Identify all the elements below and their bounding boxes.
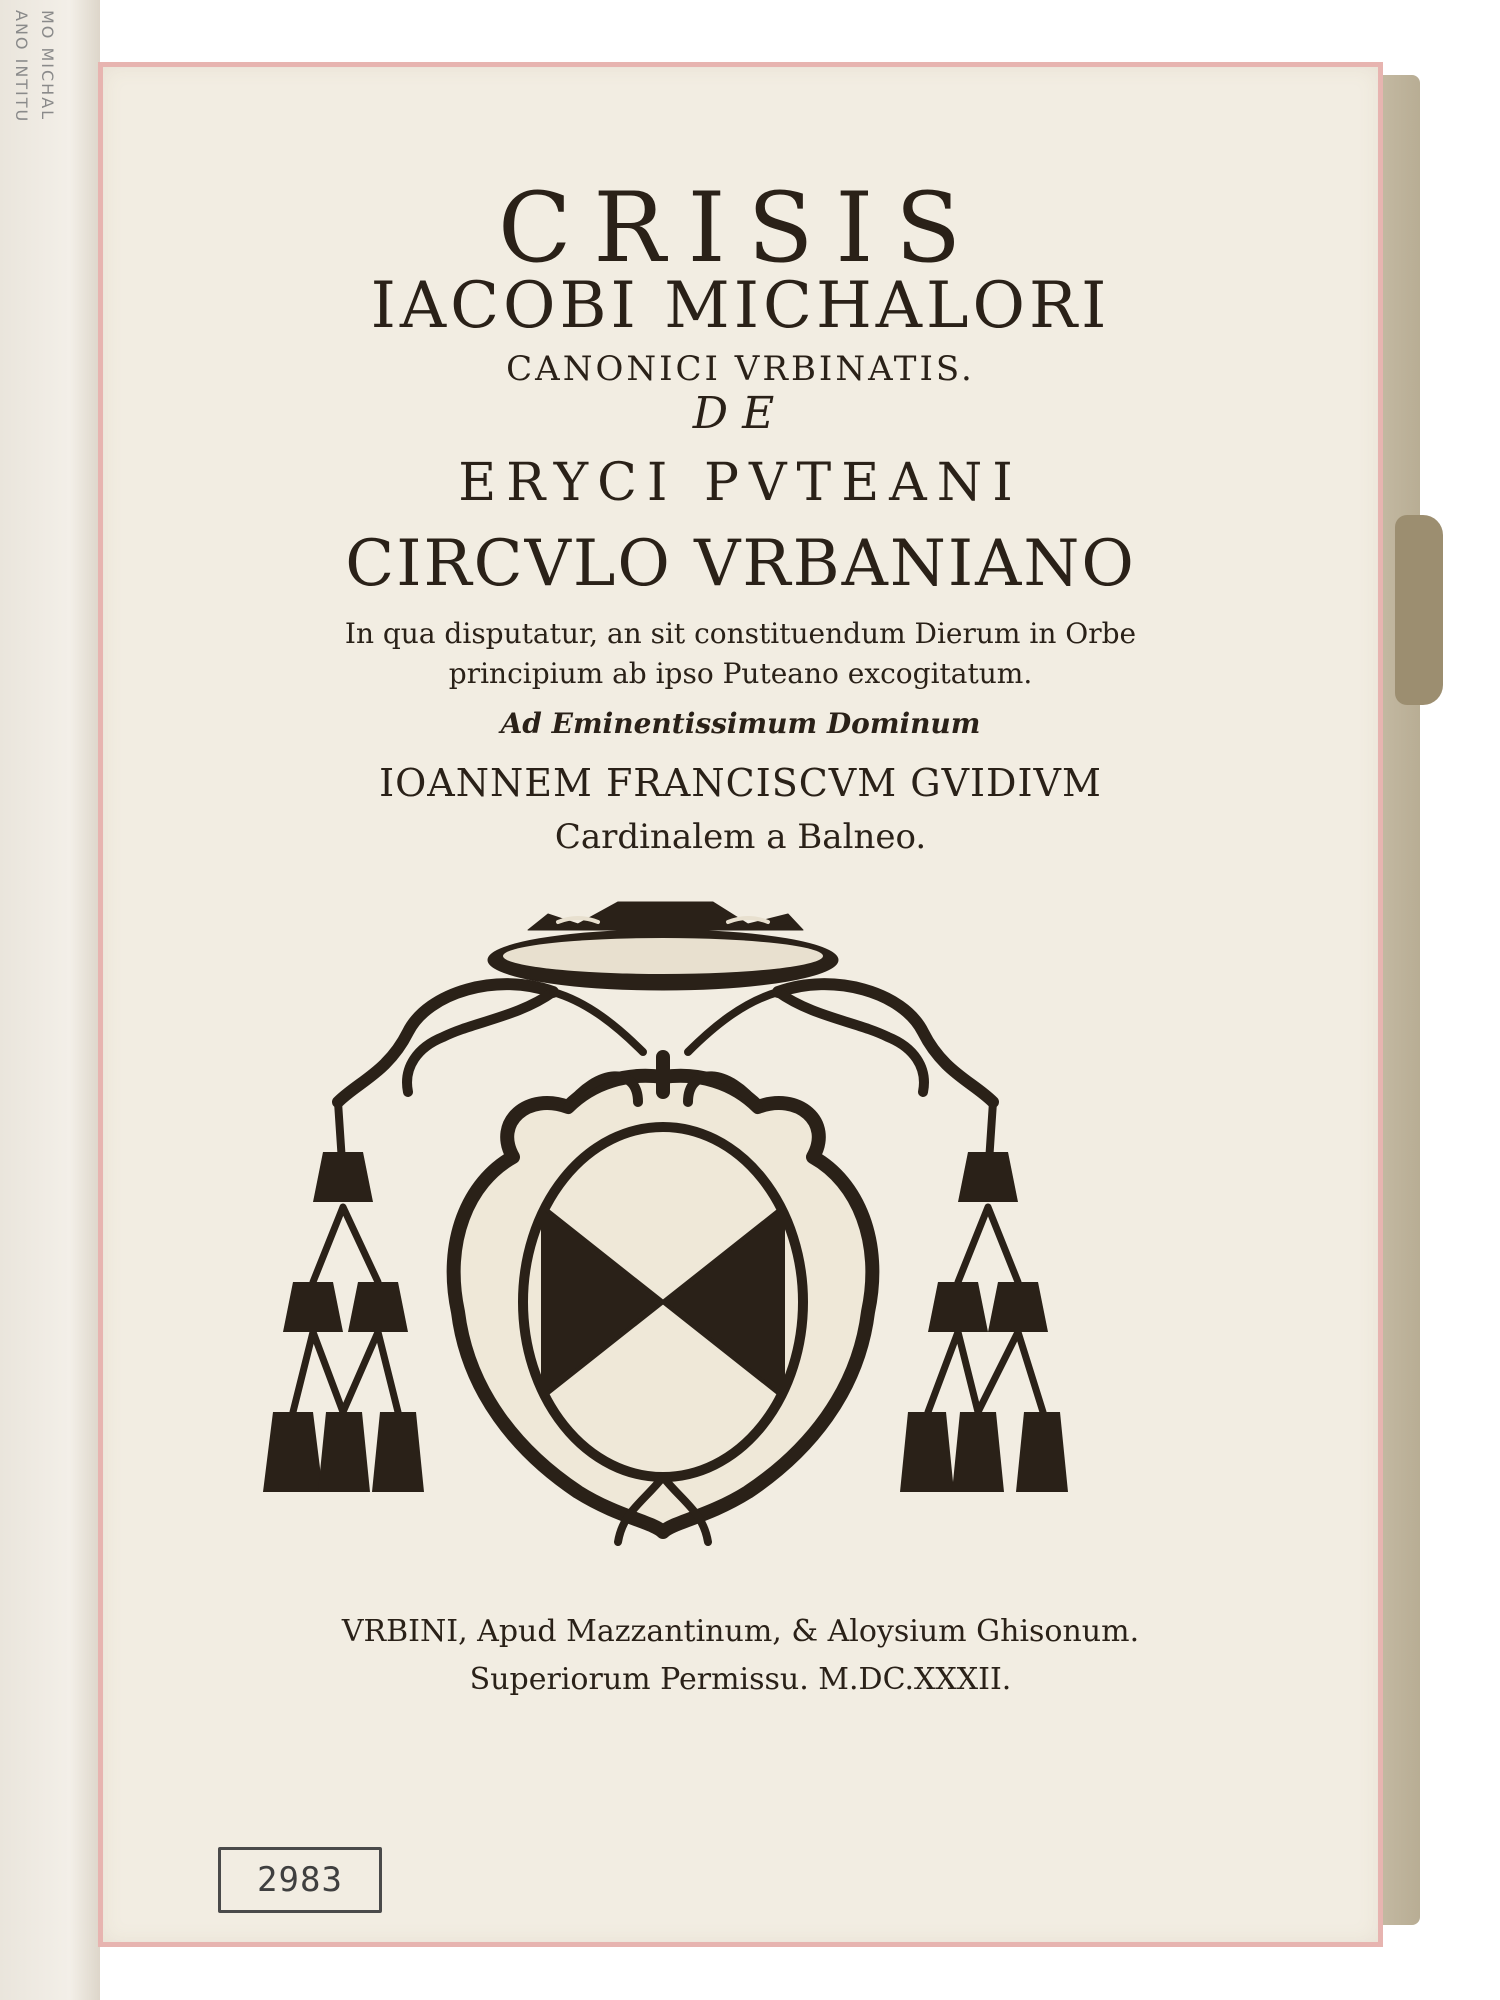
dedication-intro: Ad Eminentissimum Dominum: [500, 707, 981, 740]
heraldic-shield-icon: [454, 1057, 873, 1542]
title: CRISIS: [497, 172, 984, 284]
previous-leaf: [0, 0, 100, 2000]
preposition: DE: [692, 388, 789, 439]
author-title: CANONICI VRBINATIS.: [506, 349, 975, 389]
galero-hat-icon: [488, 902, 838, 990]
description-line-2: principium ab ipso Puteano excogitatum.: [448, 657, 1033, 690]
imprint-line-2: Superiorum Permissu. M.DC.XXXII.: [469, 1662, 1012, 1697]
binding-strap: [1395, 515, 1443, 705]
coat-of-arms-woodcut: [98, 852, 1383, 1602]
dedicatee-name: IOANNEM FRANCISCVM GVIDIVM: [379, 761, 1102, 805]
subject-author: ERYCI PVTEANI: [458, 453, 1023, 513]
subject-work: CIRCVLO VRBANIANO: [345, 527, 1136, 601]
handwritten-annotation: MO MICHAL ANO INTITU: [12, 10, 57, 124]
description-line-1: In qua disputatur, an sit constituendum Dierum in Orbe: [344, 617, 1137, 650]
library-shelfmark-stamp: 2983: [218, 1847, 382, 1913]
author-name: IACOBI MICHALORI: [370, 269, 1111, 343]
imprint-line-1: VRBINI, Apud Mazzantinum, & Aloysium Ghisonum.: [341, 1614, 1140, 1649]
dedicatee-title: Cardinalem a Balneo.: [554, 817, 927, 857]
title-page: [98, 62, 1383, 1947]
